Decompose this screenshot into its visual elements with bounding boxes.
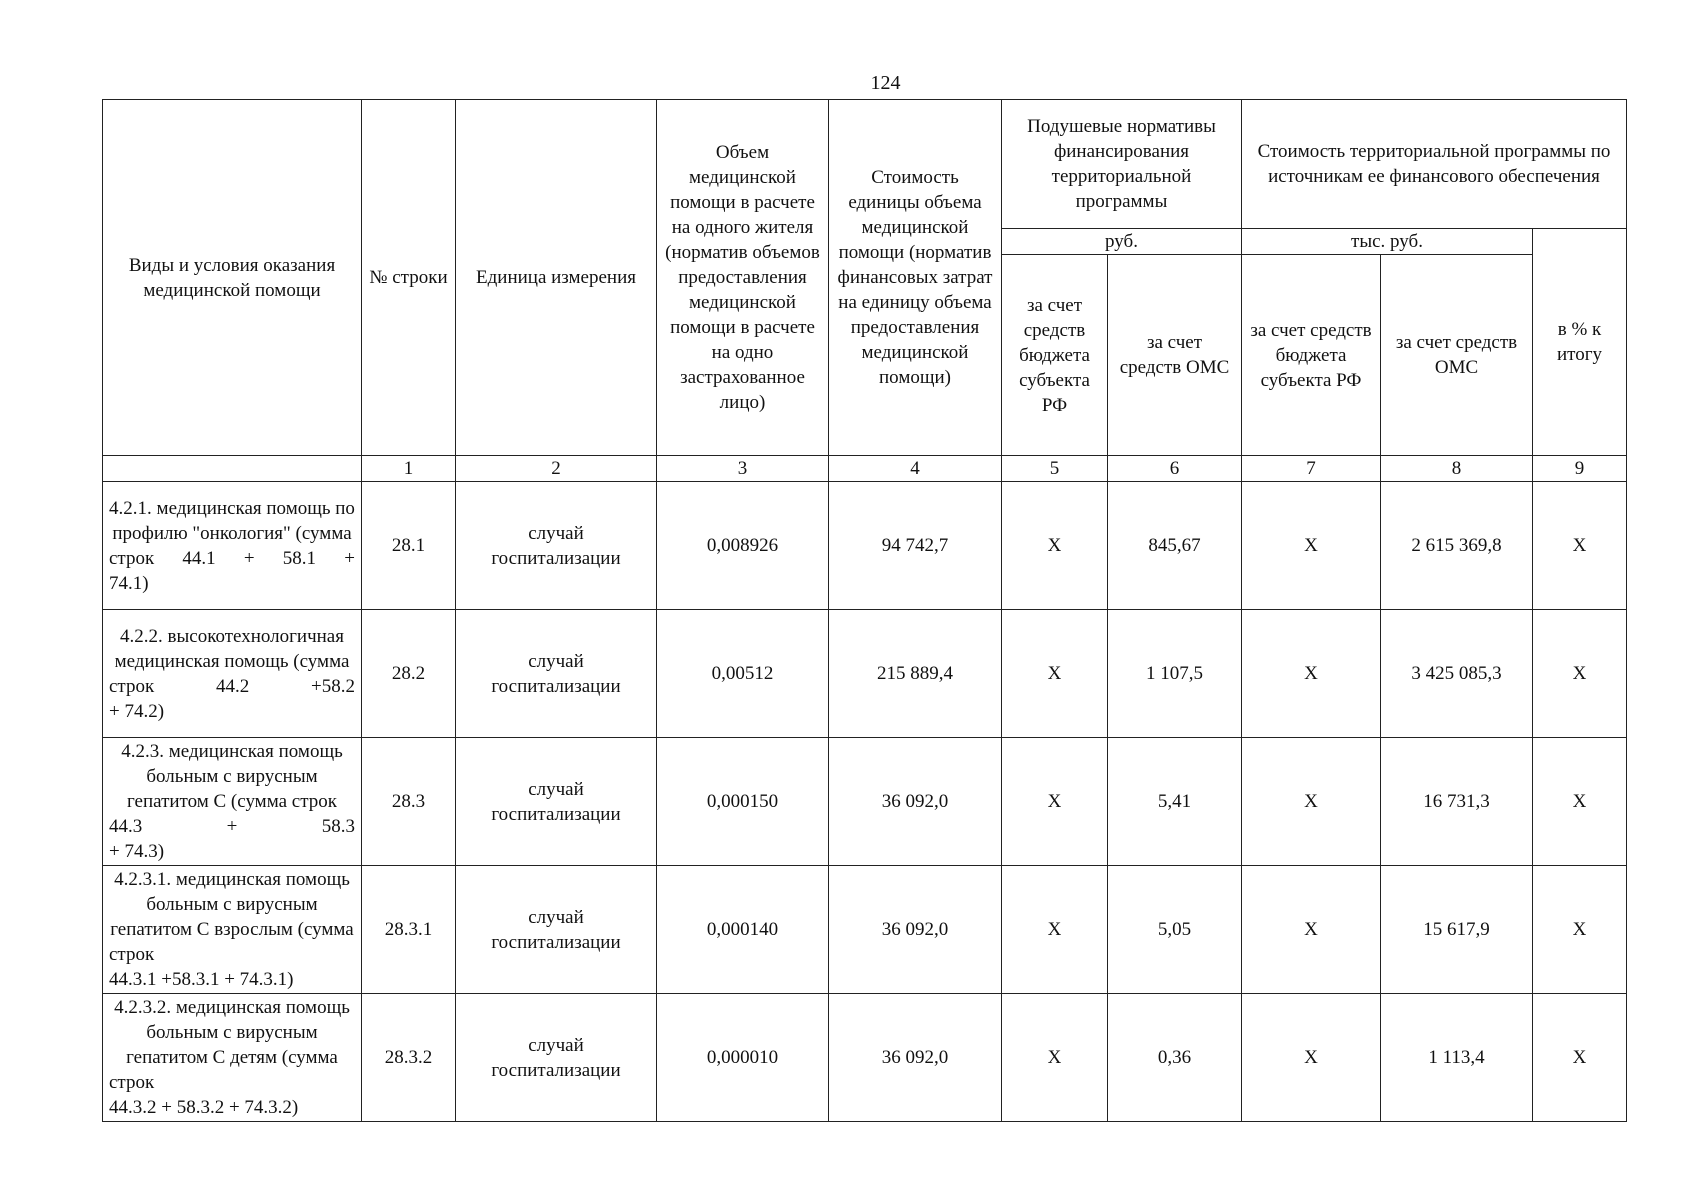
page-number: 124	[870, 72, 901, 94]
row-oms-total: 16 731,3	[1381, 738, 1533, 866]
row-volume: 0,008926	[657, 482, 829, 610]
row-volume: 0,00512	[657, 610, 829, 738]
row-percent: Х	[1533, 738, 1627, 866]
table-row	[103, 738, 1627, 866]
row-cost: 36 092,0	[829, 866, 1002, 994]
header-rub: руб.	[1002, 229, 1242, 255]
row-oms-per-capita: 5,41	[1108, 738, 1242, 866]
row-budget-total: Х	[1242, 994, 1381, 1122]
row-label	[103, 738, 362, 866]
row-budget-per-capita: Х	[1002, 610, 1108, 738]
header-cost: Стоимость единицы объема медицинской помощи (норматив финансовых затрат на единицу объема предоставления медицинской помощи)	[829, 100, 1002, 456]
row-cost: 36 092,0	[829, 738, 1002, 866]
header-oms: за счет средств ОМС	[1108, 255, 1242, 456]
header-row-no: № строки	[362, 100, 456, 456]
row-unit: случай госпитализации	[456, 866, 657, 994]
row-budget-total: Х	[1242, 866, 1381, 994]
header-volume: Объем медицинской помощи в расчете на одного жителя (норматив объемов предоставления медицинской помощи в расчете на одно застрахованное лицо)	[657, 100, 829, 456]
row-oms-total: 2 615 369,8	[1381, 482, 1533, 610]
row-unit: случай госпитализации	[456, 994, 657, 1122]
row-budget-total: Х	[1242, 482, 1381, 610]
row-percent: Х	[1533, 994, 1627, 1122]
row-line-number: 28.3.1	[362, 866, 456, 994]
header-budget-rf-2: за счет средств бюджета субъекта РФ	[1242, 255, 1381, 456]
column-number	[103, 456, 362, 482]
column-number: 5	[1002, 456, 1108, 482]
column-number: 7	[1242, 456, 1381, 482]
column-number: 2	[456, 456, 657, 482]
row-label	[103, 994, 362, 1122]
header-oms-2: за счет средств ОМС	[1381, 255, 1533, 456]
row-unit: случай госпитализации	[456, 610, 657, 738]
header-per-capita: Подушевые нормативы финансирования территориальной программы	[1002, 100, 1242, 229]
row-budget-per-capita: Х	[1002, 738, 1108, 866]
row-line-number: 28.1	[362, 482, 456, 610]
header-budget-rf: за счет средств бюджета субъекта РФ	[1002, 255, 1108, 456]
row-budget-total: Х	[1242, 738, 1381, 866]
row-label-tail: 74.1)	[109, 572, 149, 594]
row-percent: Х	[1533, 482, 1627, 610]
row-unit: случай госпитализации	[456, 738, 657, 866]
table-row	[103, 610, 1627, 738]
header-thous-rub: тыс. руб.	[1242, 229, 1533, 255]
row-budget-per-capita: Х	[1002, 994, 1108, 1122]
column-number: 6	[1108, 456, 1242, 482]
row-oms-per-capita: 5,05	[1108, 866, 1242, 994]
row-label-tail: + 74.2)	[109, 700, 165, 722]
row-unit: случай госпитализации	[456, 482, 657, 610]
table-row	[103, 482, 1627, 610]
row-oms-per-capita: 0,36	[1108, 994, 1242, 1122]
row-label-text: 4.2.3. медицинская помощь больным с вирусным гепатитом С (сумма строк 44.3 + 58.3	[109, 741, 355, 837]
row-cost: 36 092,0	[829, 994, 1002, 1122]
column-number: 3	[657, 456, 829, 482]
row-percent: Х	[1533, 866, 1627, 994]
row-label-text: 4.2.2. высокотехнологичная медицинская помощь (сумма строк 44.2 +58.2	[109, 625, 355, 697]
row-label-text: 4.2.3.2. медицинская помощь больным с вирусным гепатитом С детям (сумма строк	[109, 997, 350, 1093]
header-unit: Единица измерения	[456, 100, 657, 456]
row-cost: 94 742,7	[829, 482, 1002, 610]
row-volume: 0,000150	[657, 738, 829, 866]
row-label-tail: 44.3.2 + 58.3.2 + 74.3.2)	[109, 1097, 299, 1118]
table-row	[103, 866, 1627, 994]
row-oms-per-capita: 845,67	[1108, 482, 1242, 610]
header-kind: Виды и условия оказания медицинской помощи	[103, 100, 362, 456]
row-oms-total: 3 425 085,3	[1381, 610, 1533, 738]
column-number: 4	[829, 456, 1002, 482]
row-label-tail: + 74.3)	[109, 841, 165, 862]
row-budget-total: Х	[1242, 610, 1381, 738]
tariff-table	[102, 99, 1627, 1122]
row-volume: 0,000010	[657, 994, 829, 1122]
row-budget-per-capita: Х	[1002, 866, 1108, 994]
row-cost: 215 889,4	[829, 610, 1002, 738]
row-label-text: 4.2.3.1. медицинская помощь больным с вирусным гепатитом С взрослым (сумма строк	[109, 869, 354, 965]
row-volume: 0,000140	[657, 866, 829, 994]
column-number: 9	[1533, 456, 1627, 482]
row-label-text: 4.2.1. медицинская помощь по профилю "онкология" (сумма строк 44.1 + 58.1 +	[109, 497, 355, 569]
column-number: 8	[1381, 456, 1533, 482]
header-percent: в % к итогу	[1533, 229, 1627, 456]
row-oms-total: 1 113,4	[1381, 994, 1533, 1122]
column-number: 1	[362, 456, 456, 482]
row-oms-total: 15 617,9	[1381, 866, 1533, 994]
column-numbers-row	[103, 456, 1627, 482]
table-row	[103, 994, 1627, 1122]
row-label-tail: 44.3.1 +58.3.1 + 74.3.1)	[109, 969, 294, 990]
row-line-number: 28.2	[362, 610, 456, 738]
row-percent: Х	[1533, 610, 1627, 738]
row-budget-per-capita: Х	[1002, 482, 1108, 610]
row-line-number: 28.3.2	[362, 994, 456, 1122]
row-oms-per-capita: 1 107,5	[1108, 610, 1242, 738]
row-line-number: 28.3	[362, 738, 456, 866]
header-program-cost: Стоимость территориальной программы по источникам ее финансового обеспечения	[1242, 100, 1627, 229]
row-label	[103, 610, 362, 738]
row-label	[103, 482, 362, 610]
row-label	[103, 866, 362, 994]
